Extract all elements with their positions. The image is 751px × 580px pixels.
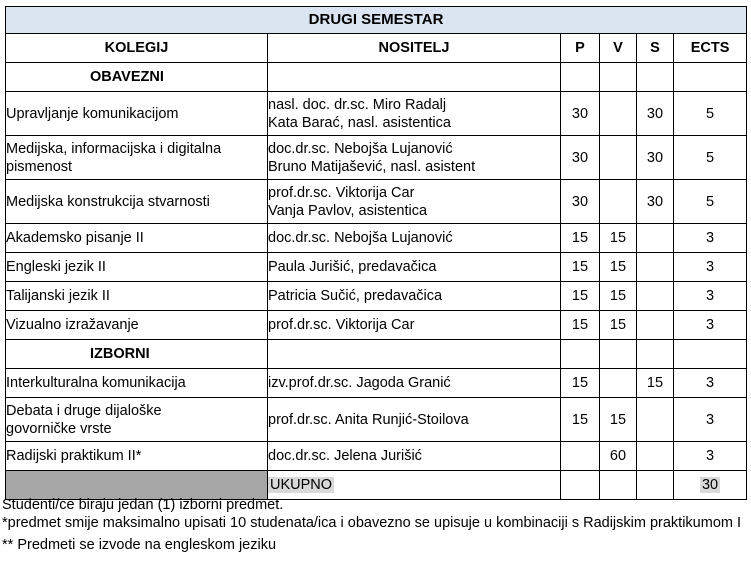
course-name: Talijanski jezik II xyxy=(6,282,268,311)
section-label: OBAVEZNI xyxy=(6,63,268,92)
cell-p: 30 xyxy=(561,136,600,180)
course-name: Medijska, informacijska i digitalna pismenost xyxy=(6,136,268,180)
header-row xyxy=(6,34,747,63)
course-name: Radijski praktikum II* xyxy=(6,442,268,471)
header-ects: ECTS xyxy=(674,34,747,63)
cell-ects: 3 xyxy=(674,253,747,282)
footnote-english: ** Predmeti se izvode na engleskom jeziku xyxy=(2,537,277,553)
cell-s xyxy=(637,253,674,282)
cell-v xyxy=(600,180,637,224)
cell-s xyxy=(637,398,674,442)
cell-s: 30 xyxy=(637,92,674,136)
header-teacher: NOSITELJ xyxy=(268,34,561,63)
cell-s xyxy=(637,442,674,471)
table-row xyxy=(6,253,747,282)
course-teacher: prof.dr.sc. Viktorija Car xyxy=(268,311,561,340)
section-row-obavezni xyxy=(6,63,747,92)
table-row xyxy=(6,311,747,340)
cell-p: 15 xyxy=(561,369,600,398)
cell-p: 15 xyxy=(561,253,600,282)
title-row xyxy=(6,7,747,34)
cell-p: 15 xyxy=(561,224,600,253)
cell-p: 15 xyxy=(561,282,600,311)
cell-v: 15 xyxy=(600,398,637,442)
total-ects: 30 xyxy=(701,477,719,493)
course-teacher: doc.dr.sc. Nebojša Lujanović Bruno Matijašević, nasl. asistent xyxy=(268,136,561,180)
course-name: Debata i druge dijaloške govorničke vrste xyxy=(6,398,268,442)
cell-v: 60 xyxy=(600,442,637,471)
cell-s xyxy=(637,224,674,253)
course-teacher: prof.dr.sc. Anita Runjić-Stoilova xyxy=(268,398,561,442)
table-row xyxy=(6,282,747,311)
cell-ects: 3 xyxy=(674,311,747,340)
cell-p xyxy=(561,442,600,471)
cell-p: 30 xyxy=(561,92,600,136)
course-name: Vizualno izražavanje xyxy=(6,311,268,340)
header-s: S xyxy=(637,34,674,63)
cell-v xyxy=(600,369,637,398)
course-teacher: nasl. doc. dr.sc. Miro Radalj Kata Barać, nasl. asistentica xyxy=(268,92,561,136)
cell-s xyxy=(637,311,674,340)
course-teacher: Paula Jurišić, predavačica xyxy=(268,253,561,282)
header-v: V xyxy=(600,34,637,63)
cell-ects: 3 xyxy=(674,282,747,311)
total-label: UKUPNO xyxy=(270,477,333,493)
cell-v: 15 xyxy=(600,282,637,311)
course-name: Engleski jezik II xyxy=(6,253,268,282)
course-teacher: doc.dr.sc. Nebojša Lujanović xyxy=(268,224,561,253)
cell-s xyxy=(637,282,674,311)
cell-v: 15 xyxy=(600,253,637,282)
table-title: DRUGI SEMESTAR xyxy=(6,7,747,34)
table-row xyxy=(6,369,747,398)
cell-ects: 5 xyxy=(674,136,747,180)
cell-s: 30 xyxy=(637,136,674,180)
cell-ects: 5 xyxy=(674,92,747,136)
section-label: IZBORNI xyxy=(6,340,268,369)
footnote-elective: Studenti/ce biraju jedan (1) izborni predmet. xyxy=(2,497,284,513)
table-row xyxy=(6,224,747,253)
cell-ects: 3 xyxy=(674,398,747,442)
cell-ects: 3 xyxy=(674,224,747,253)
cell-ects: 3 xyxy=(674,442,747,471)
course-name: Interkulturalna komunikacija xyxy=(6,369,268,398)
cell-v: 15 xyxy=(600,311,637,340)
course-teacher: izv.prof.dr.sc. Jagoda Granić xyxy=(268,369,561,398)
course-name: Upravljanje komunikacijom xyxy=(6,92,268,136)
course-name: Medijska konstrukcija stvarnosti xyxy=(6,180,268,224)
footnotes xyxy=(2,496,746,554)
header-course: KOLEGIJ xyxy=(6,34,268,63)
table-row xyxy=(6,136,747,180)
table-row xyxy=(6,92,747,136)
cell-p: 15 xyxy=(561,311,600,340)
cell-ects: 3 xyxy=(674,369,747,398)
cell-v xyxy=(600,136,637,180)
course-teacher: Patricia Sučić, predavačica xyxy=(268,282,561,311)
section-row-izborni xyxy=(6,340,747,369)
course-teacher: prof.dr.sc. Viktorija Car Vanja Pavlov, asistentica xyxy=(268,180,561,224)
cell-s: 30 xyxy=(637,180,674,224)
table-row xyxy=(6,442,747,471)
course-name: Akademsko pisanje II xyxy=(6,224,268,253)
table-row xyxy=(6,398,747,442)
footnote-asterisk: *predmet smije maksimalno upisati 10 studenata/ica i obavezno se upisuje u kombinaciji s Radijskim praktikumom I xyxy=(2,515,742,531)
cell-s: 15 xyxy=(637,369,674,398)
cell-p: 30 xyxy=(561,180,600,224)
course-teacher: doc.dr.sc. Jelena Jurišić xyxy=(268,442,561,471)
semester-table xyxy=(5,6,747,500)
cell-p: 15 xyxy=(561,398,600,442)
header-p: P xyxy=(561,34,600,63)
table-row xyxy=(6,180,747,224)
cell-ects: 5 xyxy=(674,180,747,224)
cell-v: 15 xyxy=(600,224,637,253)
cell-v xyxy=(600,92,637,136)
